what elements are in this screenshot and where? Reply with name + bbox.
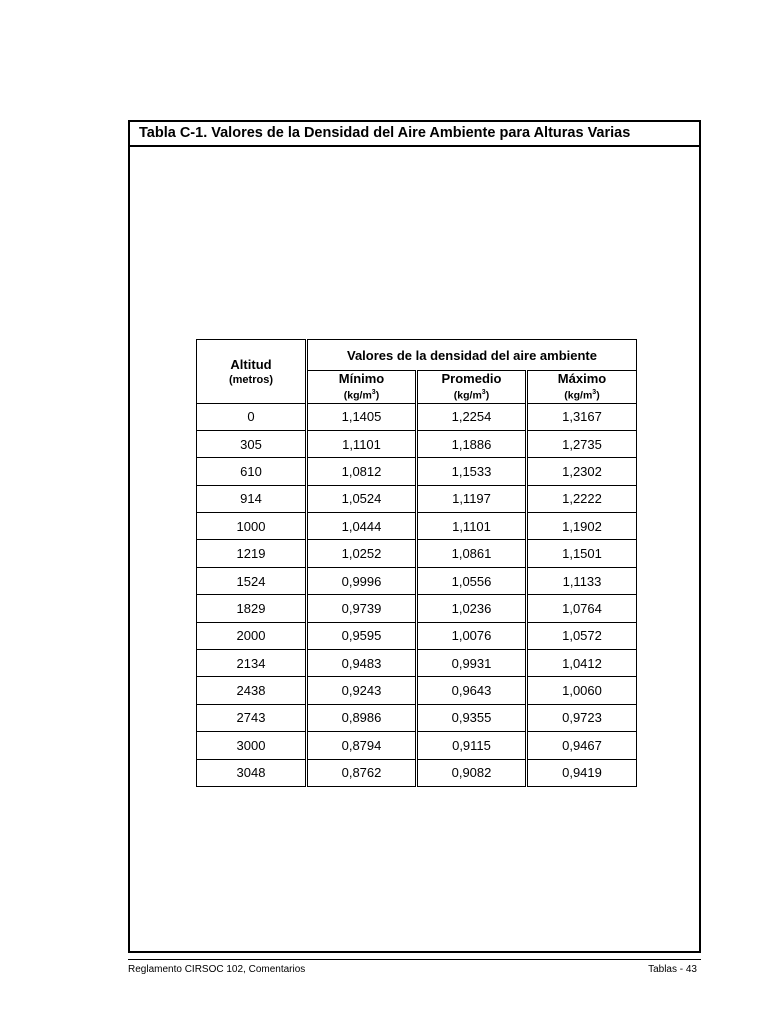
maximo-cell: 1,3167 [527, 403, 637, 430]
table-row [197, 513, 637, 540]
minimo-cell: 0,8986 [307, 704, 417, 731]
minimo-cell: 0,8762 [307, 759, 417, 786]
table-title: Tabla C-1. Valores de la Densidad del Aire Ambiente para Alturas Varias [130, 122, 699, 147]
minimo-cell: 1,0524 [307, 485, 417, 512]
promedio-cell: 1,0076 [417, 622, 527, 649]
altitude-cell: 0 [197, 403, 307, 430]
table-row [197, 677, 637, 704]
altitude-cell: 3048 [197, 759, 307, 786]
table-row [197, 759, 637, 786]
altitude-cell: 1000 [197, 513, 307, 540]
column-label: Promedio [441, 371, 502, 386]
altitude-cell: 1219 [197, 540, 307, 567]
promedio-cell: 1,2254 [417, 403, 527, 430]
column-header-minimo [307, 371, 417, 404]
minimo-cell: 0,8794 [307, 732, 417, 759]
table-row [197, 622, 637, 649]
minimo-cell: 0,9996 [307, 567, 417, 594]
table-row [197, 650, 637, 677]
promedio-cell: 0,9643 [417, 677, 527, 704]
table-row [197, 595, 637, 622]
altitude-cell: 2438 [197, 677, 307, 704]
table-row [197, 540, 637, 567]
footer-document-name: Reglamento CIRSOC 102, Comentarios [128, 964, 306, 975]
promedio-cell: 0,9115 [417, 732, 527, 759]
altitude-cell: 2000 [197, 622, 307, 649]
minimo-cell: 0,9483 [307, 650, 417, 677]
maximo-cell: 1,2302 [527, 458, 637, 485]
column-unit: $(kg/m^3)$ [453, 389, 490, 402]
minimo-cell: 0,9595 [307, 622, 417, 649]
minimo-cell: 0,9243 [307, 677, 417, 704]
altitude-cell: 305 [197, 430, 307, 457]
table-row [197, 567, 637, 594]
altitude-cell: 1524 [197, 567, 307, 594]
minimo-cell: 1,1405 [307, 403, 417, 430]
promedio-cell: 0,9355 [417, 704, 527, 731]
altitude-cell: 610 [197, 458, 307, 485]
column-header-promedio [417, 371, 527, 404]
column-header-maximo [527, 371, 637, 404]
maximo-cell: 1,1133 [527, 567, 637, 594]
table-row [197, 458, 637, 485]
table-row [197, 430, 637, 457]
page-footer [128, 959, 701, 975]
altitude-cell: 2134 [197, 650, 307, 677]
altitude-header-label: Altitud [230, 356, 272, 372]
promedio-cell: 1,1886 [417, 430, 527, 457]
maximo-cell: 1,0060 [527, 677, 637, 704]
promedio-cell: 1,1533 [417, 458, 527, 485]
promedio-cell: 1,0236 [417, 595, 527, 622]
promedio-cell: 1,0556 [417, 567, 527, 594]
maximo-cell: 1,0572 [527, 622, 637, 649]
maximo-cell: 1,0764 [527, 595, 637, 622]
maximo-cell: 0,9467 [527, 732, 637, 759]
promedio-cell: 1,1197 [417, 485, 527, 512]
minimo-cell: 0,9739 [307, 595, 417, 622]
minimo-cell: 1,1101 [307, 430, 417, 457]
maximo-cell: 1,0412 [527, 650, 637, 677]
altitude-cell: 2743 [197, 704, 307, 731]
maximo-cell: 1,1501 [527, 540, 637, 567]
column-unit: $(kg/m^3)$ [343, 389, 380, 402]
promedio-cell: 1,1101 [417, 513, 527, 540]
table-row [197, 403, 637, 430]
table-body [197, 403, 637, 786]
altitude-cell: 1829 [197, 595, 307, 622]
altitude-header-unit: (metros) [228, 373, 273, 386]
minimo-cell: 1,0444 [307, 513, 417, 540]
table-row [197, 732, 637, 759]
table-frame [128, 120, 701, 953]
promedio-cell: 0,9931 [417, 650, 527, 677]
table-row [197, 704, 637, 731]
minimo-cell: 1,0812 [307, 458, 417, 485]
column-label: Mínimo [338, 371, 385, 386]
density-table [196, 339, 637, 787]
altitude-header [197, 340, 307, 404]
minimo-cell: 1,0252 [307, 540, 417, 567]
maximo-cell: 0,9723 [527, 704, 637, 731]
maximo-cell: 1,1902 [527, 513, 637, 540]
promedio-cell: 1,0861 [417, 540, 527, 567]
density-group-header: Valores de la densidad del aire ambiente [307, 340, 637, 371]
maximo-cell: 1,2222 [527, 485, 637, 512]
maximo-cell: 1,2735 [527, 430, 637, 457]
table-row [197, 485, 637, 512]
footer-page-number: Tablas - 43 [648, 964, 697, 975]
column-label: Máximo [557, 371, 607, 386]
maximo-cell: 0,9419 [527, 759, 637, 786]
column-unit: $(kg/m^3)$ [564, 389, 600, 402]
altitude-cell: 3000 [197, 732, 307, 759]
altitude-cell: 914 [197, 485, 307, 512]
promedio-cell: 0,9082 [417, 759, 527, 786]
